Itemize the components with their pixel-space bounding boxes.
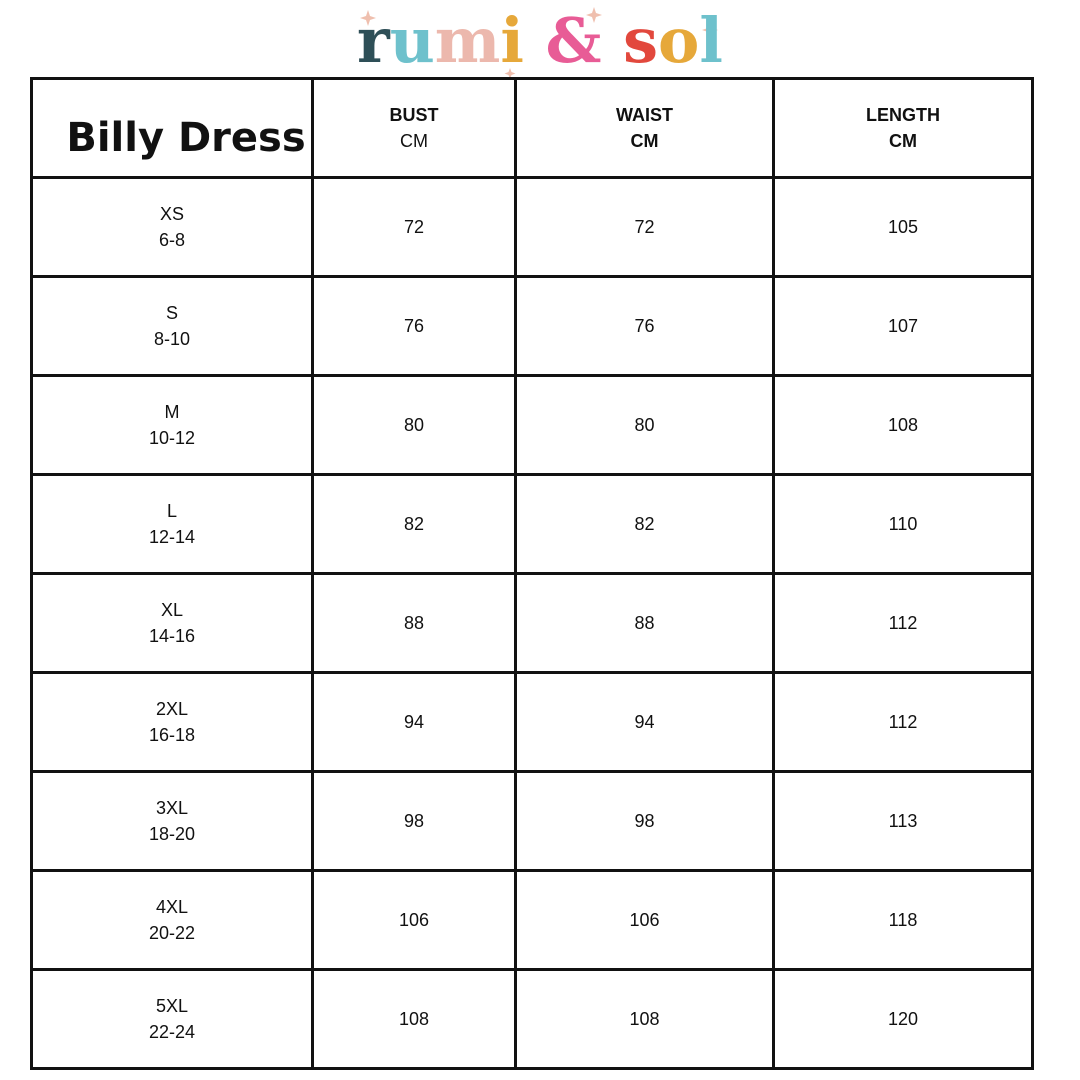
- waist-value: 108: [516, 970, 774, 1069]
- brand-logo: [0, 0, 1080, 80]
- table-row: [32, 673, 1033, 772]
- size-label: 2XL: [155, 699, 189, 719]
- table-row: [32, 574, 1033, 673]
- length-value: 120: [774, 970, 1033, 1069]
- length-value: 107: [774, 277, 1033, 376]
- size-cell: [32, 475, 313, 574]
- waist-value: 94: [516, 673, 774, 772]
- header-label: LENGTH: [866, 105, 940, 125]
- length-value: 112: [774, 574, 1033, 673]
- header-unit: CM: [889, 131, 917, 151]
- table-row: [32, 178, 1033, 277]
- size-cell: [32, 277, 313, 376]
- waist-value: 76: [516, 277, 774, 376]
- length-value: 118: [774, 871, 1033, 970]
- size-range: 14-16: [148, 626, 196, 646]
- size-range: 18-20: [148, 824, 196, 844]
- bust-value: 72: [313, 178, 516, 277]
- header-length: [774, 79, 1033, 178]
- bust-value: 94: [313, 673, 516, 772]
- waist-value: 106: [516, 871, 774, 970]
- size-cell: [32, 871, 313, 970]
- table-row: [32, 376, 1033, 475]
- header-label: BUST: [389, 105, 439, 125]
- header-bust: [313, 79, 516, 178]
- bust-value: 108: [313, 970, 516, 1069]
- size-label: 5XL: [155, 996, 189, 1016]
- table-title-cell: [32, 79, 313, 178]
- header-waist: [516, 79, 774, 178]
- size-range: 12-14: [148, 527, 196, 547]
- table-header-row: [32, 79, 1033, 178]
- size-cell: [32, 970, 313, 1069]
- waist-value: 72: [516, 178, 774, 277]
- bust-value: 88: [313, 574, 516, 673]
- header-unit: CM: [630, 131, 659, 151]
- page-title: Billy Dress: [66, 114, 306, 161]
- bust-value: 76: [313, 277, 516, 376]
- length-value: 105: [774, 178, 1033, 277]
- size-label: XS: [159, 204, 184, 224]
- length-value: 113: [774, 772, 1033, 871]
- size-label: 3XL: [155, 798, 189, 818]
- waist-value: 88: [516, 574, 774, 673]
- table-row: [32, 772, 1033, 871]
- length-value: 110: [774, 475, 1033, 574]
- table-row: [32, 277, 1033, 376]
- bust-value: 82: [313, 475, 516, 574]
- size-range: 22-24: [148, 1022, 196, 1042]
- bust-value: 106: [313, 871, 516, 970]
- size-label: M: [164, 402, 180, 422]
- size-label: S: [165, 303, 178, 323]
- size-cell: [32, 178, 313, 277]
- length-value: 112: [774, 673, 1033, 772]
- brand-logo-graphic: [0, 0, 1080, 80]
- waist-value: 98: [516, 772, 774, 871]
- header-label: WAIST: [616, 105, 673, 125]
- size-cell: [32, 574, 313, 673]
- waist-value: 80: [516, 376, 774, 475]
- size-label: 4XL: [155, 897, 189, 917]
- logo-text: rumi & sol: [357, 4, 723, 77]
- size-range: 6-8: [158, 230, 185, 250]
- table-row: [32, 871, 1033, 970]
- waist-value: 82: [516, 475, 774, 574]
- size-cell: [32, 376, 313, 475]
- bust-value: 98: [313, 772, 516, 871]
- header-unit: CM: [400, 131, 428, 151]
- length-value: 108: [774, 376, 1033, 475]
- size-chart-table: [30, 77, 1034, 1070]
- table-row: [32, 970, 1033, 1069]
- size-range: 20-22: [148, 923, 196, 943]
- size-range: 10-12: [148, 428, 196, 448]
- size-cell: [32, 772, 313, 871]
- size-range: 16-18: [148, 725, 196, 745]
- size-label: XL: [160, 600, 184, 620]
- size-range: 8-10: [153, 329, 191, 349]
- size-label: L: [166, 501, 177, 521]
- table-row: [32, 475, 1033, 574]
- bust-value: 80: [313, 376, 516, 475]
- size-cell: [32, 673, 313, 772]
